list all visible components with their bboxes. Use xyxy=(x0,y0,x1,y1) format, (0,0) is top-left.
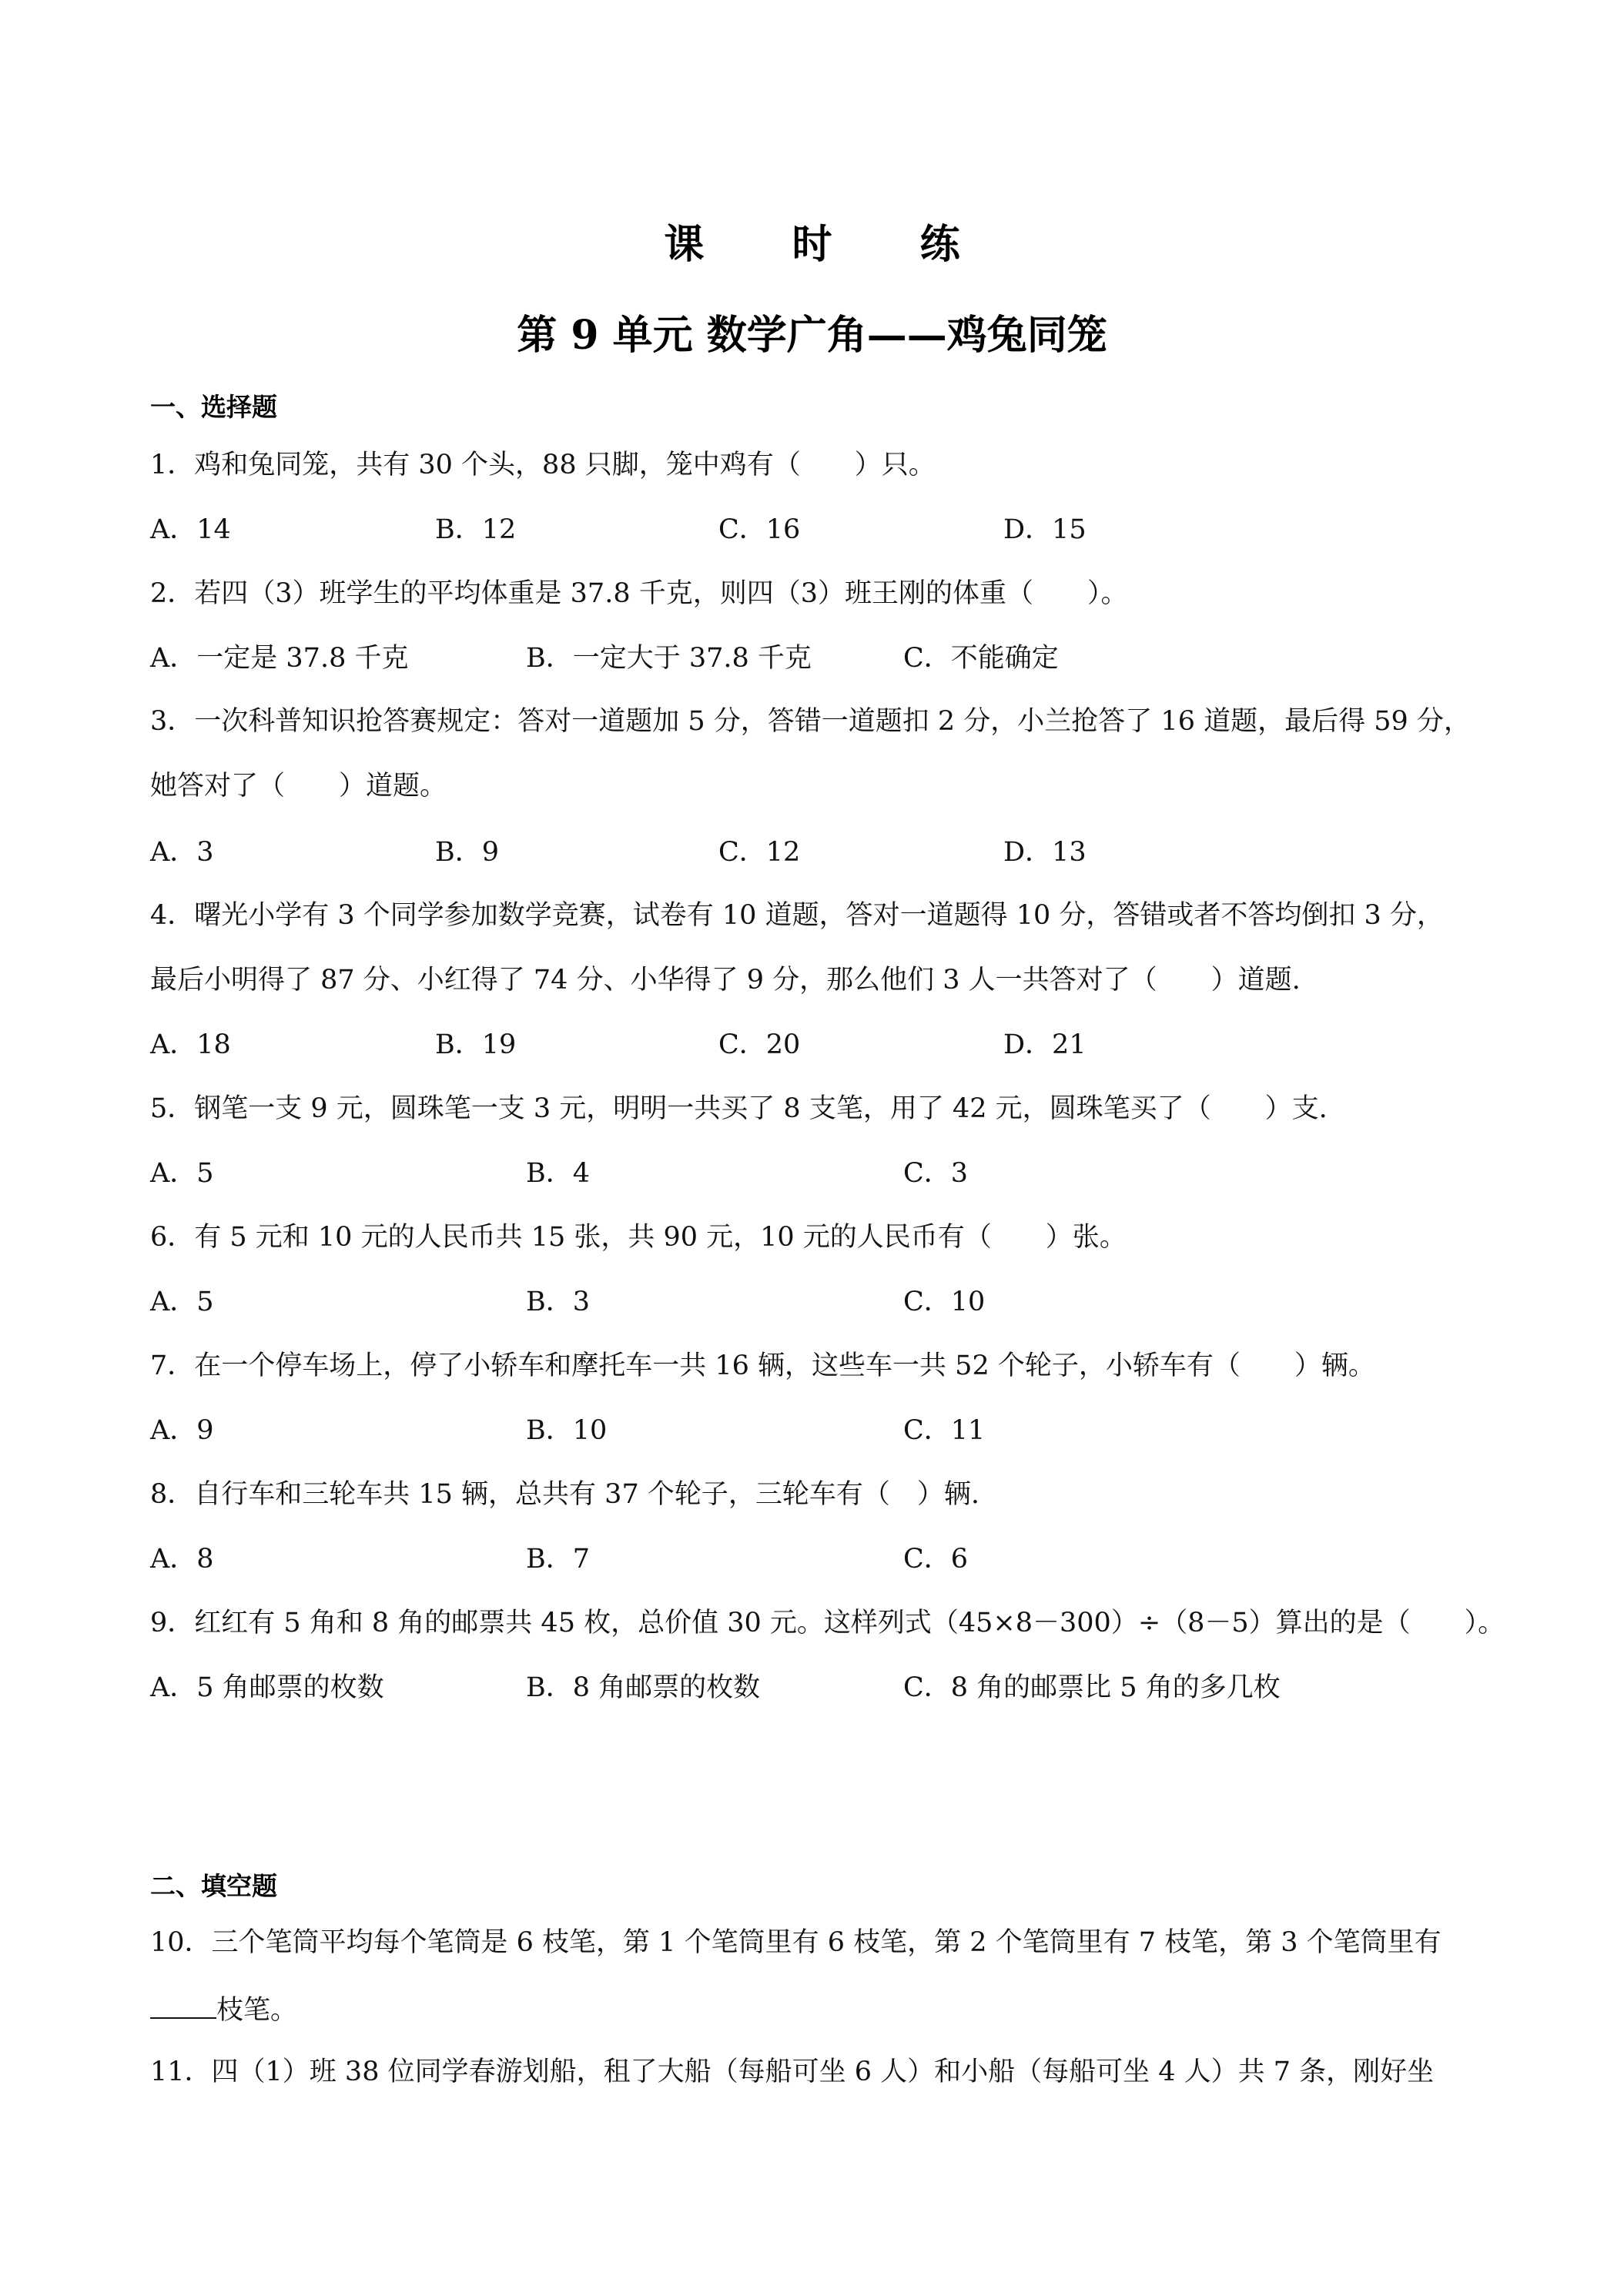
q2-option-c: C．不能确定 xyxy=(903,643,1059,674)
q4-option-b: B．19 xyxy=(435,1029,517,1060)
question-10-suffix: 枝笔。 xyxy=(216,1995,298,2026)
q8-option-a: A．8 xyxy=(150,1544,214,1575)
q3-option-d: D．13 xyxy=(1003,837,1087,868)
question-9-text: 9．红红有 5 角和 8 角的邮票共 45 枚，总价值 30 元。这样列式（45×8－300）÷（8－5）算出的是（ ）。 xyxy=(150,1608,1505,1638)
question-10-text-line-1: 10．三个笔筒平均每个笔筒是 6 枝笔，第 1 个笔筒里有 6 枝笔，第 2 个笔筒里有 7 枝笔，第 3 个笔筒里有 xyxy=(150,1927,1442,1958)
q6-option-b: B．3 xyxy=(526,1287,590,1317)
q1-option-c: C．16 xyxy=(718,514,801,545)
question-3-text-line-1: 3．一次科普知识抢答赛规定：答对一道题加 5 分，答错一道题扣 2 分，小兰抢答了 16 道题，最后得 59 分， xyxy=(150,706,1471,737)
section-multiple-choice-heading: 一、选择题 xyxy=(150,392,277,422)
q1-option-b: B．12 xyxy=(435,514,517,545)
q5-option-a: A．5 xyxy=(150,1158,214,1189)
q2-option-a: A．一定是 37.8 千克 xyxy=(150,643,409,674)
q4-option-d: D．21 xyxy=(1003,1029,1087,1060)
question-11-text-line-1: 11．四（1）班 38 位同学春游划船，租了大船（每船可坐 6 人）和小船（每船可坐 4 人）共 7 条，刚好坐 xyxy=(150,2057,1435,2087)
question-7-text: 7．在一个停车场上，停了小轿车和摩托车一共 16 辆，这些车一共 52 个轮子，小轿车有（ ）辆。 xyxy=(150,1350,1375,1381)
question-4-text-line-2: 最后小明得了 87 分、小红得了 74 分、小华得了 9 分，那么他们 3 人一共答对了（ ）道题. xyxy=(150,965,1301,996)
q3-option-b: B．9 xyxy=(435,837,499,868)
q8-option-c: C．6 xyxy=(903,1544,969,1575)
question-6-text: 6．有 5 元和 10 元的人民币共 15 张，共 90 元，10 元的人民币有（ ）张。 xyxy=(150,1222,1127,1253)
answer-blank[interactable] xyxy=(150,1994,216,2019)
q6-option-a: A．5 xyxy=(150,1287,214,1317)
q5-option-b: B．4 xyxy=(526,1158,590,1189)
q9-option-b: B．8 角邮票的枚数 xyxy=(526,1672,761,1703)
q7-option-b: B．10 xyxy=(526,1415,608,1446)
q3-option-a: A．3 xyxy=(150,837,214,868)
q2-option-b: B．一定大于 37.8 千克 xyxy=(526,643,812,674)
question-5-text: 5．钢笔一支 9 元，圆珠笔一支 3 元，明明一共买了 8 支笔，用了 42 元，圆珠笔买了（ ）支. xyxy=(150,1093,1328,1124)
question-8-text: 8．自行车和三轮车共 15 辆，总共有 37 个轮子，三轮车有（ ）辆. xyxy=(150,1479,979,1510)
question-10-text-line-2 xyxy=(150,1994,1498,2024)
q4-option-a: A．18 xyxy=(150,1029,231,1060)
unit-subtitle: 第 9 单元 数学广角——鸡兔同笼 xyxy=(517,312,1107,359)
q4-option-c: C．20 xyxy=(718,1029,801,1060)
page-title: 课 时 练 xyxy=(664,221,997,268)
q9-option-c: C．8 角的邮票比 5 角的多几枚 xyxy=(903,1672,1281,1703)
question-1-text: 1．鸡和兔同笼，共有 30 个头，88 只脚，笼中鸡有（ ）只。 xyxy=(150,450,936,480)
q5-option-c: C．3 xyxy=(903,1158,969,1189)
q1-option-a: A．14 xyxy=(150,514,231,545)
question-3-text-line-2: 她答对了（ ）道题。 xyxy=(150,771,447,802)
q7-option-c: C．11 xyxy=(903,1415,986,1446)
section-fill-in-heading: 二、填空题 xyxy=(150,1871,277,1901)
q3-option-c: C．12 xyxy=(718,837,801,868)
question-4-text-line-1: 4．曙光小学有 3 个同学参加数学竞赛，试卷有 10 道题，答对一道题得 10 分，答错或者不答均倒扣 3 分， xyxy=(150,900,1444,931)
q7-option-a: A．9 xyxy=(150,1415,214,1446)
q9-option-a: A．5 角邮票的枚数 xyxy=(150,1672,384,1703)
q1-option-d: D．15 xyxy=(1003,514,1087,545)
q6-option-c: C．10 xyxy=(903,1287,986,1317)
question-2-text: 2．若四（3）班学生的平均体重是 37.8 千克，则四（3）班王刚的体重（ ）。 xyxy=(150,578,1128,609)
q8-option-b: B．7 xyxy=(526,1544,590,1575)
